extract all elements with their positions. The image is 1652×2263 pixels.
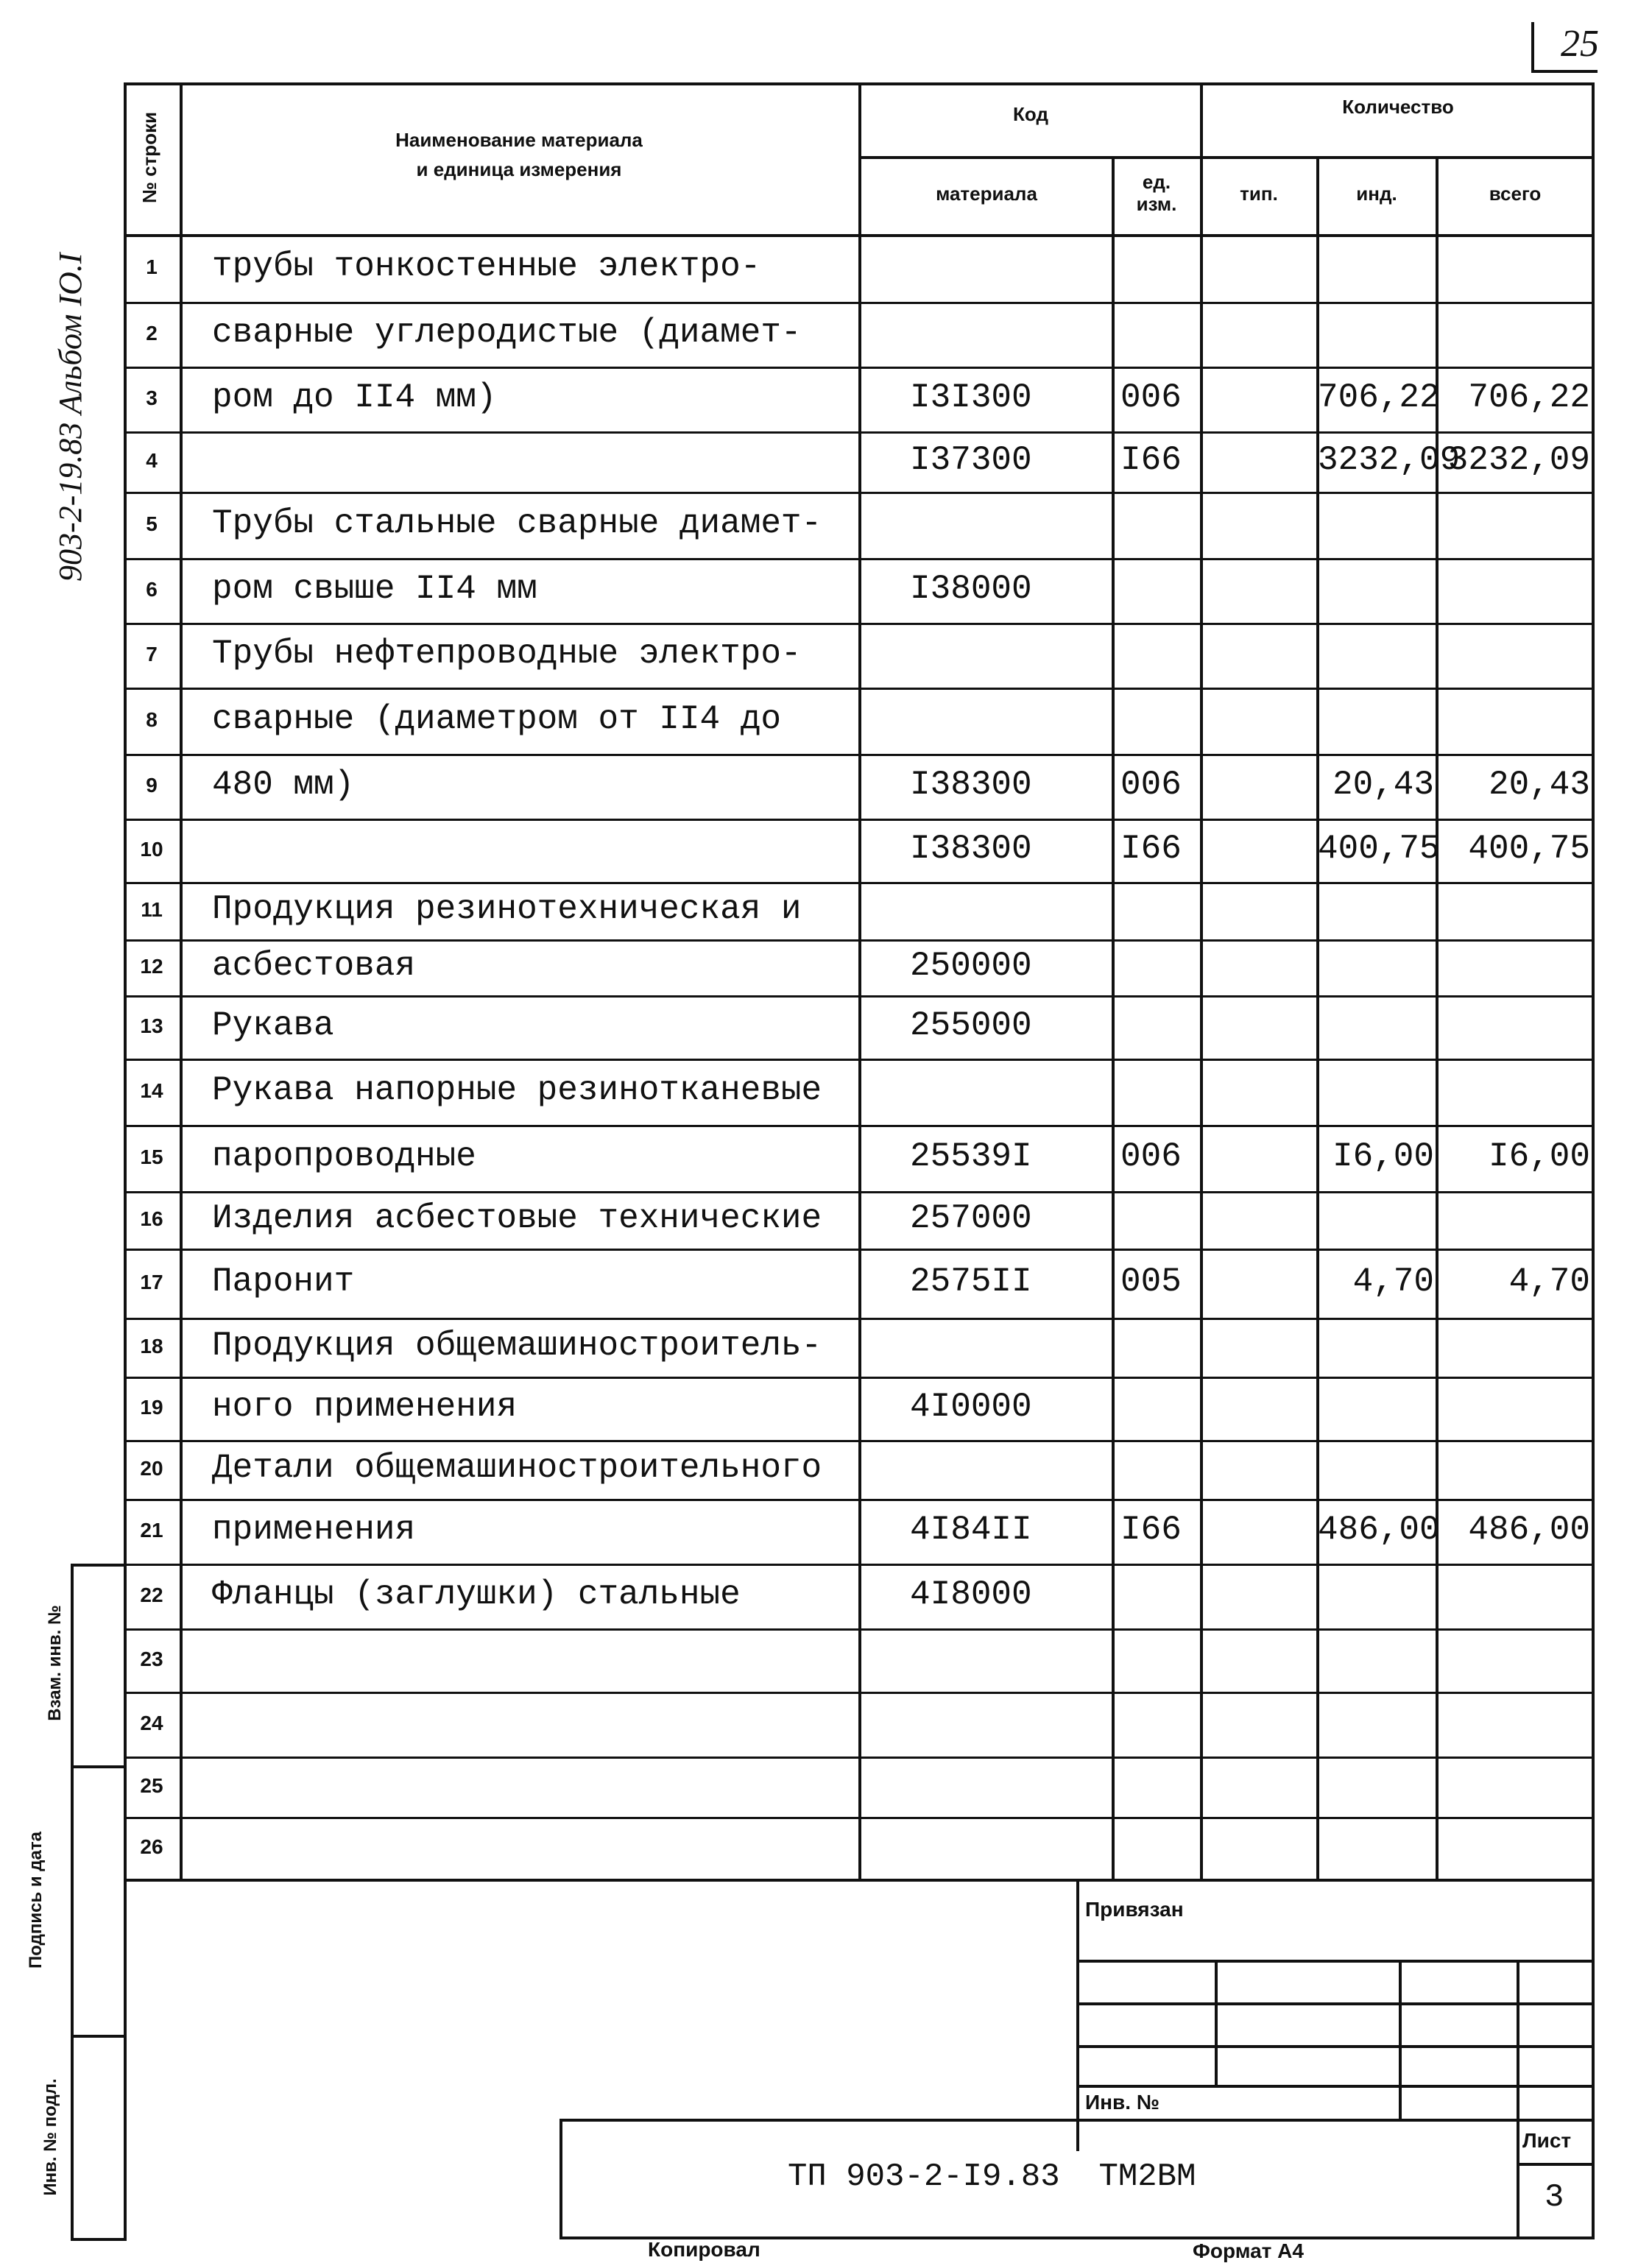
material-name: Детали общемашиностроительного (212, 1449, 822, 1487)
header-ind: инд. (1356, 183, 1397, 205)
row-number: 4 (146, 449, 158, 472)
row-number: 24 (140, 1712, 163, 1734)
unit-code: 005 (1120, 1263, 1182, 1301)
row-number: 9 (146, 774, 158, 797)
row-number: 15 (140, 1145, 163, 1168)
row-number: 6 (146, 578, 158, 601)
material-code: I37300 (910, 441, 1032, 479)
material-code: I38300 (910, 830, 1032, 868)
row-number: 16 (140, 1207, 163, 1230)
row-number: 13 (140, 1014, 163, 1037)
material-code: 4I0000 (910, 1388, 1032, 1426)
qty-ind: 4,70 (1352, 1263, 1434, 1301)
unit-code: I66 (1120, 830, 1182, 868)
privyazan-label: Привязан (1085, 1898, 1184, 1921)
row-number: 18 (140, 1335, 163, 1358)
qty-ind: 20,43 (1332, 766, 1434, 804)
material-name: Изделия асбестовые технические (212, 1199, 822, 1238)
material-name: применения (212, 1511, 416, 1549)
material-code: I3I300 (910, 378, 1032, 417)
row-number: 12 (140, 955, 163, 978)
header-total: всего (1489, 183, 1542, 205)
row-number: 25 (140, 1774, 163, 1797)
header-typ: тип. (1240, 183, 1278, 205)
material-name: Продукция резинотехническая и (212, 890, 802, 928)
sheet-number: 3 (1545, 2179, 1564, 2216)
row-number: 7 (146, 643, 158, 666)
row-number: 26 (140, 1835, 163, 1858)
material-name: сварные углеродистые (диамет- (212, 314, 802, 352)
row-number: 5 (146, 512, 158, 535)
qty-ind: 486,00 (1318, 1511, 1440, 1549)
header-code: Код (1013, 103, 1048, 125)
material-name: асбестовая (212, 947, 416, 985)
material-name: 480 мм) (212, 766, 355, 804)
material-name: сварные (диаметром от II4 до (212, 700, 781, 738)
row-number: 3 (146, 386, 158, 409)
row-number: 10 (140, 838, 163, 861)
header-name: Наименование материала и единица измерения (395, 129, 643, 180)
vzam-inv-label: Взам. инв. № (45, 1605, 65, 1721)
material-name: Паронит (212, 1263, 355, 1301)
row-number: 1 (146, 255, 158, 278)
qty-total: I6,00 (1488, 1137, 1590, 1176)
sheet-label: Лист (1522, 2129, 1572, 2152)
qty-ind: 3232,09 (1318, 441, 1461, 479)
album-note: 903-2-19.83 Альбом IO.I (52, 253, 88, 582)
material-name: ного применения (212, 1388, 518, 1426)
kopiroval-label: Копировал (648, 2238, 760, 2261)
podpis-label: Подпись и дата (26, 1832, 46, 1969)
material-code: 250000 (910, 947, 1032, 985)
material-name: трубы тонкостенные электро- (212, 247, 761, 286)
qty-total: 3232,09 (1447, 441, 1590, 479)
document-code: ТП 903-2-I9.83 ТМ2ВМ (788, 2158, 1196, 2195)
qty-ind: 706,22 (1318, 378, 1440, 417)
row-number: 21 (140, 1519, 163, 1542)
material-code: 2575II (910, 1263, 1032, 1301)
material-name: Рукава напорные резинотканевые (212, 1071, 822, 1109)
material-name: Трубы нефтепроводные электро- (212, 635, 802, 673)
material-name: Фланцы (заглушки) стальные (212, 1575, 741, 1614)
material-name: Рукава (212, 1006, 334, 1045)
inv-podl-label: Инв. № подл. (40, 2078, 60, 2196)
unit-code: 006 (1120, 766, 1182, 804)
row-number: 2 (146, 322, 158, 345)
material-name: Трубы стальные сварные диамет- (212, 504, 822, 543)
header-unit: ед. изм. (1136, 171, 1177, 215)
material-name: Продукция общемашиностроитель- (212, 1327, 822, 1365)
row-number: 14 (140, 1079, 163, 1102)
material-code: 255000 (910, 1006, 1032, 1045)
unit-code: 006 (1120, 1137, 1182, 1176)
qty-total: 486,00 (1468, 1511, 1590, 1549)
qty-ind: 400,75 (1318, 830, 1440, 868)
row-number: 22 (140, 1584, 163, 1606)
qty-total: 706,22 (1468, 378, 1590, 417)
qty-total: 20,43 (1488, 766, 1590, 804)
header-qty: Количество (1342, 96, 1454, 118)
row-number: 11 (141, 898, 163, 921)
row-number: 8 (146, 708, 158, 731)
page-number: 25 (1561, 23, 1599, 65)
unit-code: 006 (1120, 378, 1182, 417)
material-code: 4I8000 (910, 1575, 1032, 1614)
material-code: 25539I (910, 1137, 1032, 1176)
inv-no-label: Инв. № (1085, 2091, 1160, 2114)
material-code: 4I84II (910, 1511, 1032, 1549)
qty-total: 400,75 (1468, 830, 1590, 868)
material-code: I38300 (910, 766, 1032, 804)
unit-code: I66 (1120, 441, 1182, 479)
row-number: 20 (140, 1457, 163, 1480)
unit-code: I66 (1120, 1511, 1182, 1549)
row-number: 23 (140, 1648, 163, 1670)
material-code: 257000 (910, 1199, 1032, 1238)
material-name: ром свыше II4 мм (212, 570, 537, 608)
header-row-no: № строки (138, 111, 160, 204)
material-name: паропроводные (212, 1137, 476, 1176)
format-label: Формат А4 (1193, 2239, 1304, 2262)
row-number: 19 (140, 1396, 163, 1419)
row-number: 17 (140, 1271, 163, 1293)
material-name: ром до II4 мм) (212, 378, 497, 417)
qty-ind: I6,00 (1332, 1137, 1434, 1176)
material-code: I38000 (910, 570, 1032, 608)
header-material: материала (936, 183, 1037, 205)
qty-total: 4,70 (1508, 1263, 1590, 1301)
